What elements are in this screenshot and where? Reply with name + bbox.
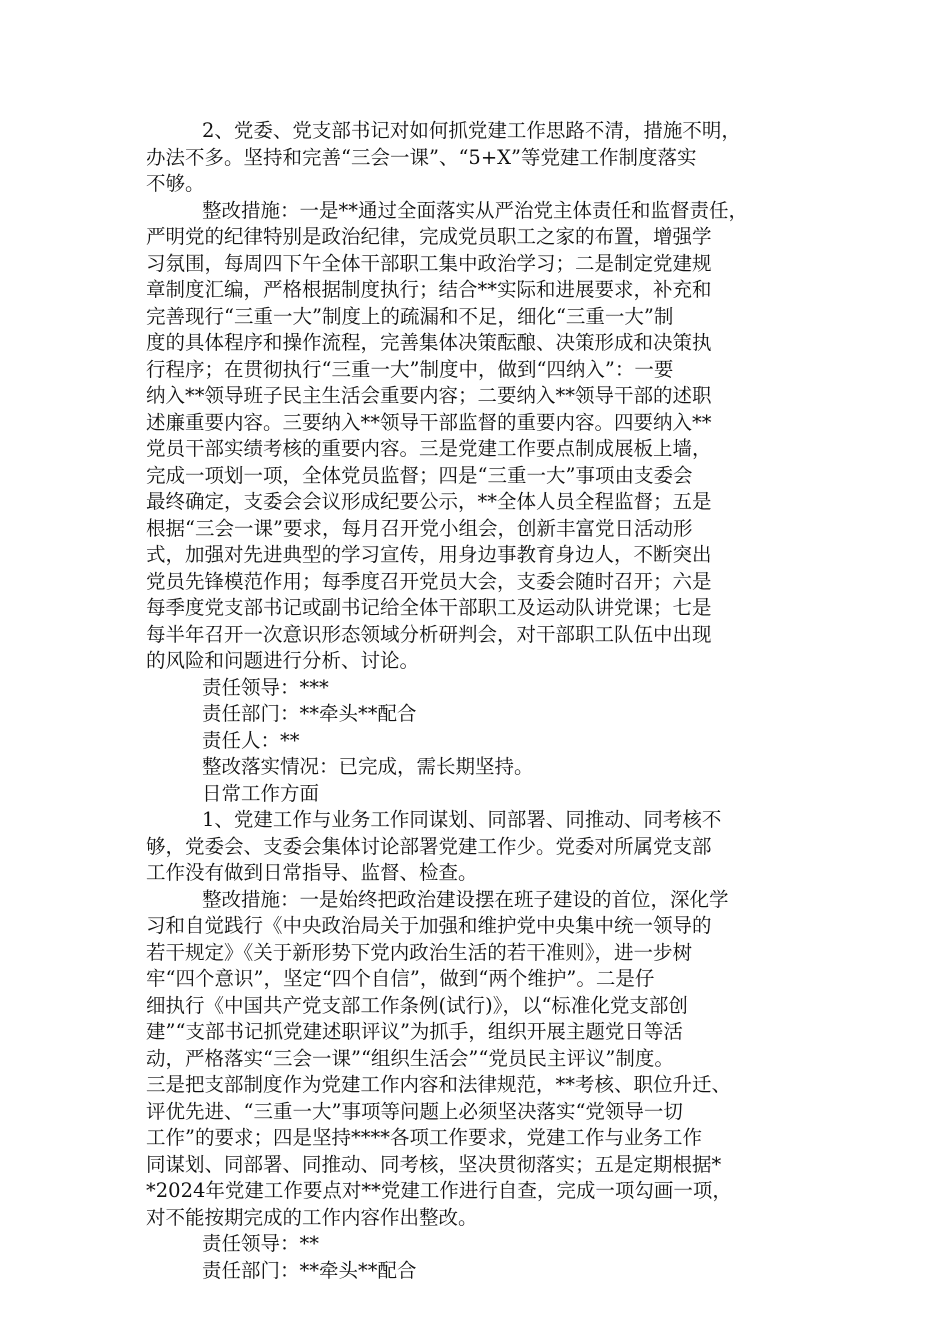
text-line: 根据“三会一课”要求，每月召开党小组会，创新丰富党日活动形 [146, 516, 693, 540]
text-line: 建”“支部书记抓党建述职评议”为抓手，组织开展主题党日等活 [146, 1020, 683, 1043]
text-line: 细执行《中国共产党支部工作条例(试行)》，以“标准化党支部创 [146, 993, 688, 1017]
text-line: 整改措施：一是**通过全面落实从严治党主体责任和监督责任， [202, 198, 749, 222]
text-line: 整改落实情况：已完成，需长期坚持。 [202, 755, 534, 778]
text-line: 责任领导：*** [202, 675, 329, 699]
text-line: 每半年召开一次意识形态领域分析研判会，对干部职工队伍中出现 [146, 622, 712, 646]
text-line: 2、党委、党支部书记对如何抓党建工作思路不清，措施不明， [202, 119, 741, 142]
text-line: 对不能按期完成的工作内容作出整改。 [146, 1205, 478, 1229]
text-line: *2024年党建工作要点对**党建工作进行自查，完成一项勾画一项， [146, 1179, 732, 1202]
text-line: 责任领导：** [202, 1232, 320, 1255]
text-line: 的风险和问题进行分析、讨论。 [146, 649, 420, 672]
text-line: 够，党委会、支委会集体讨论部署党建工作少。党委对所属党支部 [146, 834, 712, 858]
text-line: 工作没有做到日常指导、监督、检查。 [146, 861, 478, 884]
text-line: 习氛围，每周四下午全体干部职工集中政治学习；二是制定党建规 [146, 251, 712, 275]
text-line: 章制度汇编，严格根据制度执行；结合**实际和进展要求，补充和 [146, 278, 712, 301]
text-line: 党员先锋模范作用；每季度召开党员大会，支委会随时召开；六是 [146, 569, 712, 593]
text-line: 度的具体程序和操作流程，完善集体决策酝酿、决策形成和决策执 [146, 331, 712, 354]
text-line: 若干规定》《关于新形势下党内政治生活的若干准则》，进一步树 [146, 940, 693, 964]
text-line: 责任部门：**牵头**配合 [202, 1258, 417, 1282]
text-line: 1、党建工作与业务工作同谋划、同部署、同推动、同考核不 [202, 808, 722, 831]
text-line: 行程序；在贯彻执行“三重一大”制度中，做到“四纳入”：一要 [146, 357, 674, 381]
text-line: 评优先进、“三重一大”事项等问题上必须坚决落实“党领导一切 [146, 1099, 683, 1123]
text-line: 最终确定，支委会会议形成纪要公示，**全体人员全程监督；五是 [146, 490, 712, 513]
text-line: 严明党的纪律特别是政治纪律，完成党员职工之家的布置，增强学 [146, 225, 712, 248]
text-line: 同谋划、同部署、同推动、同考核，坚决贯彻落实；五是定期根据* [146, 1152, 722, 1176]
text-line: 述廉重要内容。三要纳入**领导干部监督的重要内容。四要纳入** [146, 410, 712, 434]
text-line: 每季度党支部书记或副书记给全体干部职工及运动队讲党课；七是 [146, 596, 712, 619]
text-line: 不够。 [146, 172, 205, 195]
document-page [146, 118, 806, 1284]
text-line: 式，加强对先进典型的学习宣传，用身边事教育身边人，不断突出 [146, 543, 712, 566]
text-line: 完善现行“三重一大”制度上的疏漏和不足，细化“三重一大”制 [146, 304, 674, 328]
text-line: 完成一项划一项，全体党员监督；四是“三重一大”事项由支委会 [146, 463, 693, 487]
text-line: 责任人：** [202, 728, 300, 752]
text-line: 责任部门：**牵头**配合 [202, 702, 417, 725]
text-line: 工作”的要求；四是坚持****各项工作要求，党建工作与业务工作 [146, 1126, 702, 1149]
text-line: 日常工作方面 [202, 781, 320, 805]
text-line: 党员干部实绩考核的重要内容。三是党建工作要点制成展板上墙， [146, 437, 712, 460]
text-line: 纳入**领导班子民主生活会重要内容；二要纳入**领导干部的述职 [146, 384, 712, 407]
text-line: 办法不多。坚持和完善“三会一课”、“5+X”等党建工作制度落实 [146, 145, 697, 169]
text-line: 习和自觉践行《中央政治局关于加强和维护党中央集中统一领导的 [146, 914, 712, 937]
text-line: 动，严格落实“三会一课”“组织生活会”“党员民主评议”制度。 [146, 1046, 674, 1070]
text-line: 三是把支部制度作为党建工作内容和法律规范，**考核、职位升迁、 [146, 1073, 732, 1096]
text-line: 牢“四个意识”，坚定“四个自信”，做到“两个维护”。二是仔 [146, 967, 655, 990]
text-line: 整改措施：一是始终把政治建设摆在班子建设的首位，深化学 [202, 887, 729, 911]
